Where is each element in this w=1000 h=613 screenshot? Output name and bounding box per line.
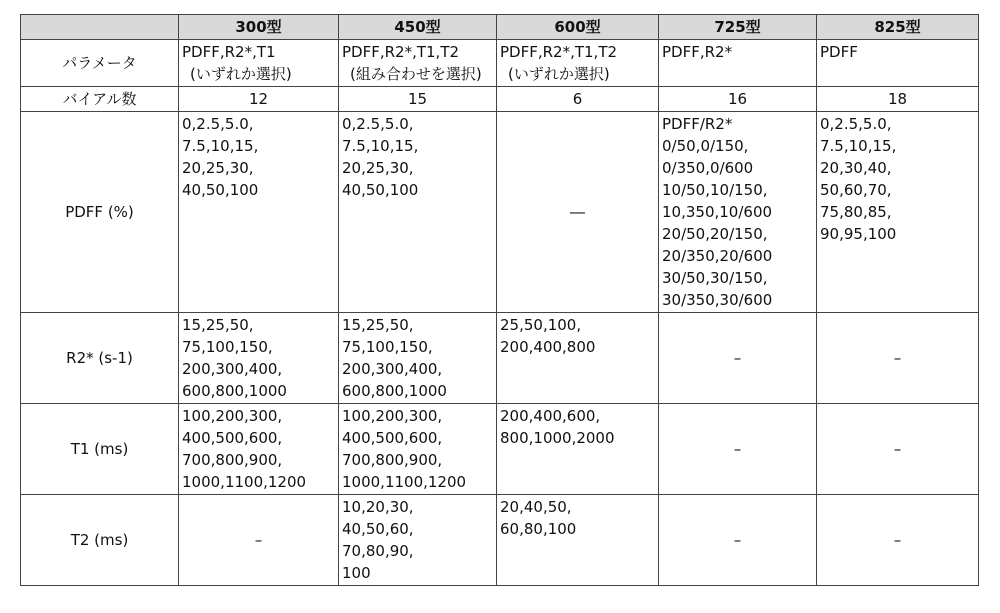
cell-line: 7.5,10,15, — [820, 137, 897, 155]
cell-line: 90,95,100 — [820, 225, 897, 243]
cell-line: 100,200,300, — [182, 407, 283, 425]
cell-line: (組み合わせを選択) — [350, 65, 482, 83]
cell-line: 7.5,10,15, — [342, 137, 419, 155]
cell-line: 10/50,10/150, — [662, 181, 768, 199]
r2-cell-825 — [817, 313, 979, 404]
cell-line: – — [733, 531, 742, 549]
vial-cell-825: 18 — [817, 87, 979, 112]
cell-line: 200,400,600, — [500, 407, 601, 425]
cell-line: PDFF,R2*,T1,T2 — [342, 43, 460, 61]
t2-cell-725 — [659, 495, 817, 586]
vial-row-label: バイアル数 — [21, 87, 179, 112]
vial-cell-300: 12 — [179, 87, 339, 112]
t1-cell-600 — [497, 404, 659, 495]
t1-cell-725 — [659, 404, 817, 495]
cell-line: 100 — [342, 564, 371, 582]
vial-row — [21, 87, 979, 112]
cell-line: – — [254, 531, 263, 549]
cell-line: 20,25,30, — [182, 159, 254, 177]
cell-line: 20,25,30, — [342, 159, 414, 177]
cell-line: 30/350,30/600 — [662, 291, 773, 309]
cell-line: 20/350,20/600 — [662, 247, 773, 265]
param-cell-450 — [339, 40, 497, 87]
cell-line: PDFF,R2*,T1,T2 — [500, 43, 618, 61]
param-row — [21, 40, 979, 87]
r2-row-label: R2* (s-1) — [21, 313, 179, 404]
cell-line: – — [733, 349, 742, 367]
cell-line: 200,300,400, — [182, 360, 283, 378]
cell-line: 600,800,1000 — [182, 382, 287, 400]
cell-line: PDFF — [820, 43, 858, 61]
cell-line: 400,500,600, — [342, 429, 443, 447]
t2-row — [21, 495, 979, 586]
param-cell-825 — [817, 40, 979, 87]
cell-line: 25,50,100, — [500, 316, 582, 334]
r2-cell-600 — [497, 313, 659, 404]
cell-line: – — [893, 440, 902, 458]
vial-cell-450: 15 — [339, 87, 497, 112]
cell-line: 10,350,10/600 — [662, 203, 773, 221]
t1-cell-825 — [817, 404, 979, 495]
pdff-cell-725 — [659, 112, 817, 313]
cell-line: 20,40,50, — [500, 498, 572, 516]
header-corner — [21, 15, 179, 40]
cell-line: PDFF,R2* — [662, 43, 733, 61]
header-model-300: 300型 — [179, 15, 339, 40]
phantom-spec-table — [20, 14, 979, 586]
header-model-825: 825型 — [817, 15, 979, 40]
cell-line: 800,1000,2000 — [500, 429, 615, 447]
cell-line: 10,20,30, — [342, 498, 414, 516]
cell-line: 15,25,50, — [342, 316, 414, 334]
cell-line: PDFF/R2* — [662, 115, 733, 133]
vial-cell-725: 16 — [659, 87, 817, 112]
cell-line: PDFF,R2*,T1 — [182, 43, 276, 61]
param-cell-300 — [179, 40, 339, 87]
cell-line: 7.5,10,15, — [182, 137, 259, 155]
cell-line: 200,300,400, — [342, 360, 443, 378]
cell-line: 40,50,100 — [182, 181, 259, 199]
t1-cell-450 — [339, 404, 497, 495]
cell-line: 70,80,90, — [342, 542, 414, 560]
header-model-450: 450型 — [339, 15, 497, 40]
cell-line: 30/50,30/150, — [662, 269, 768, 287]
cell-line: 75,100,150, — [182, 338, 273, 356]
cell-line: 75,100,150, — [342, 338, 433, 356]
cell-line: 40,50,60, — [342, 520, 414, 538]
t2-cell-825 — [817, 495, 979, 586]
cell-line: – — [893, 349, 902, 367]
cell-line: 20/50,20/150, — [662, 225, 768, 243]
pdff-cell-825 — [817, 112, 979, 313]
r2-cell-725 — [659, 313, 817, 404]
cell-line: 0,2.5,5.0, — [182, 115, 254, 133]
cell-line: 1000,1100,1200 — [342, 473, 467, 491]
cell-line: 75,80,85, — [820, 203, 892, 221]
cell-line: ― — [570, 203, 585, 221]
t1-row — [21, 404, 979, 495]
cell-line: 700,800,900, — [182, 451, 283, 469]
cell-line: 15,25,50, — [182, 316, 254, 334]
t2-cell-450 — [339, 495, 497, 586]
r2-cell-300 — [179, 313, 339, 404]
t1-cell-300 — [179, 404, 339, 495]
pdff-cell-450 — [339, 112, 497, 313]
cell-line: 100,200,300, — [342, 407, 443, 425]
cell-line: 40,50,100 — [342, 181, 419, 199]
t2-cell-300 — [179, 495, 339, 586]
pdff-row-label: PDFF (%) — [21, 112, 179, 313]
cell-line: 0/50,0/150, — [662, 137, 749, 155]
cell-line: 0,2.5,5.0, — [820, 115, 892, 133]
cell-line: 600,800,1000 — [342, 382, 447, 400]
cell-line: 700,800,900, — [342, 451, 443, 469]
header-model-725: 725型 — [659, 15, 817, 40]
cell-line: 200,400,800 — [500, 338, 596, 356]
cell-line: 0/350,0/600 — [662, 159, 754, 177]
t2-row-label: T2 (ms) — [21, 495, 179, 586]
cell-line: 0,2.5,5.0, — [342, 115, 414, 133]
param-cell-725 — [659, 40, 817, 87]
cell-line: (いずれか選択) — [190, 65, 292, 83]
header-model-600: 600型 — [497, 15, 659, 40]
pdff-cell-300 — [179, 112, 339, 313]
cell-line: – — [893, 531, 902, 549]
cell-line: 400,500,600, — [182, 429, 283, 447]
t1-row-label: T1 (ms) — [21, 404, 179, 495]
t2-cell-600 — [497, 495, 659, 586]
cell-line: – — [733, 440, 742, 458]
header-row — [21, 15, 979, 40]
cell-line: 20,30,40, — [820, 159, 892, 177]
cell-line: 1000,1100,1200 — [182, 473, 307, 491]
pdff-row — [21, 112, 979, 313]
cell-line: 50,60,70, — [820, 181, 892, 199]
r2-cell-450 — [339, 313, 497, 404]
pdff-cell-600 — [497, 112, 659, 313]
param-row-label: パラメータ — [21, 40, 179, 87]
r2-row — [21, 313, 979, 404]
vial-cell-600: 6 — [497, 87, 659, 112]
cell-line: (いずれか選択) — [508, 65, 610, 83]
cell-line: 60,80,100 — [500, 520, 577, 538]
param-cell-600 — [497, 40, 659, 87]
